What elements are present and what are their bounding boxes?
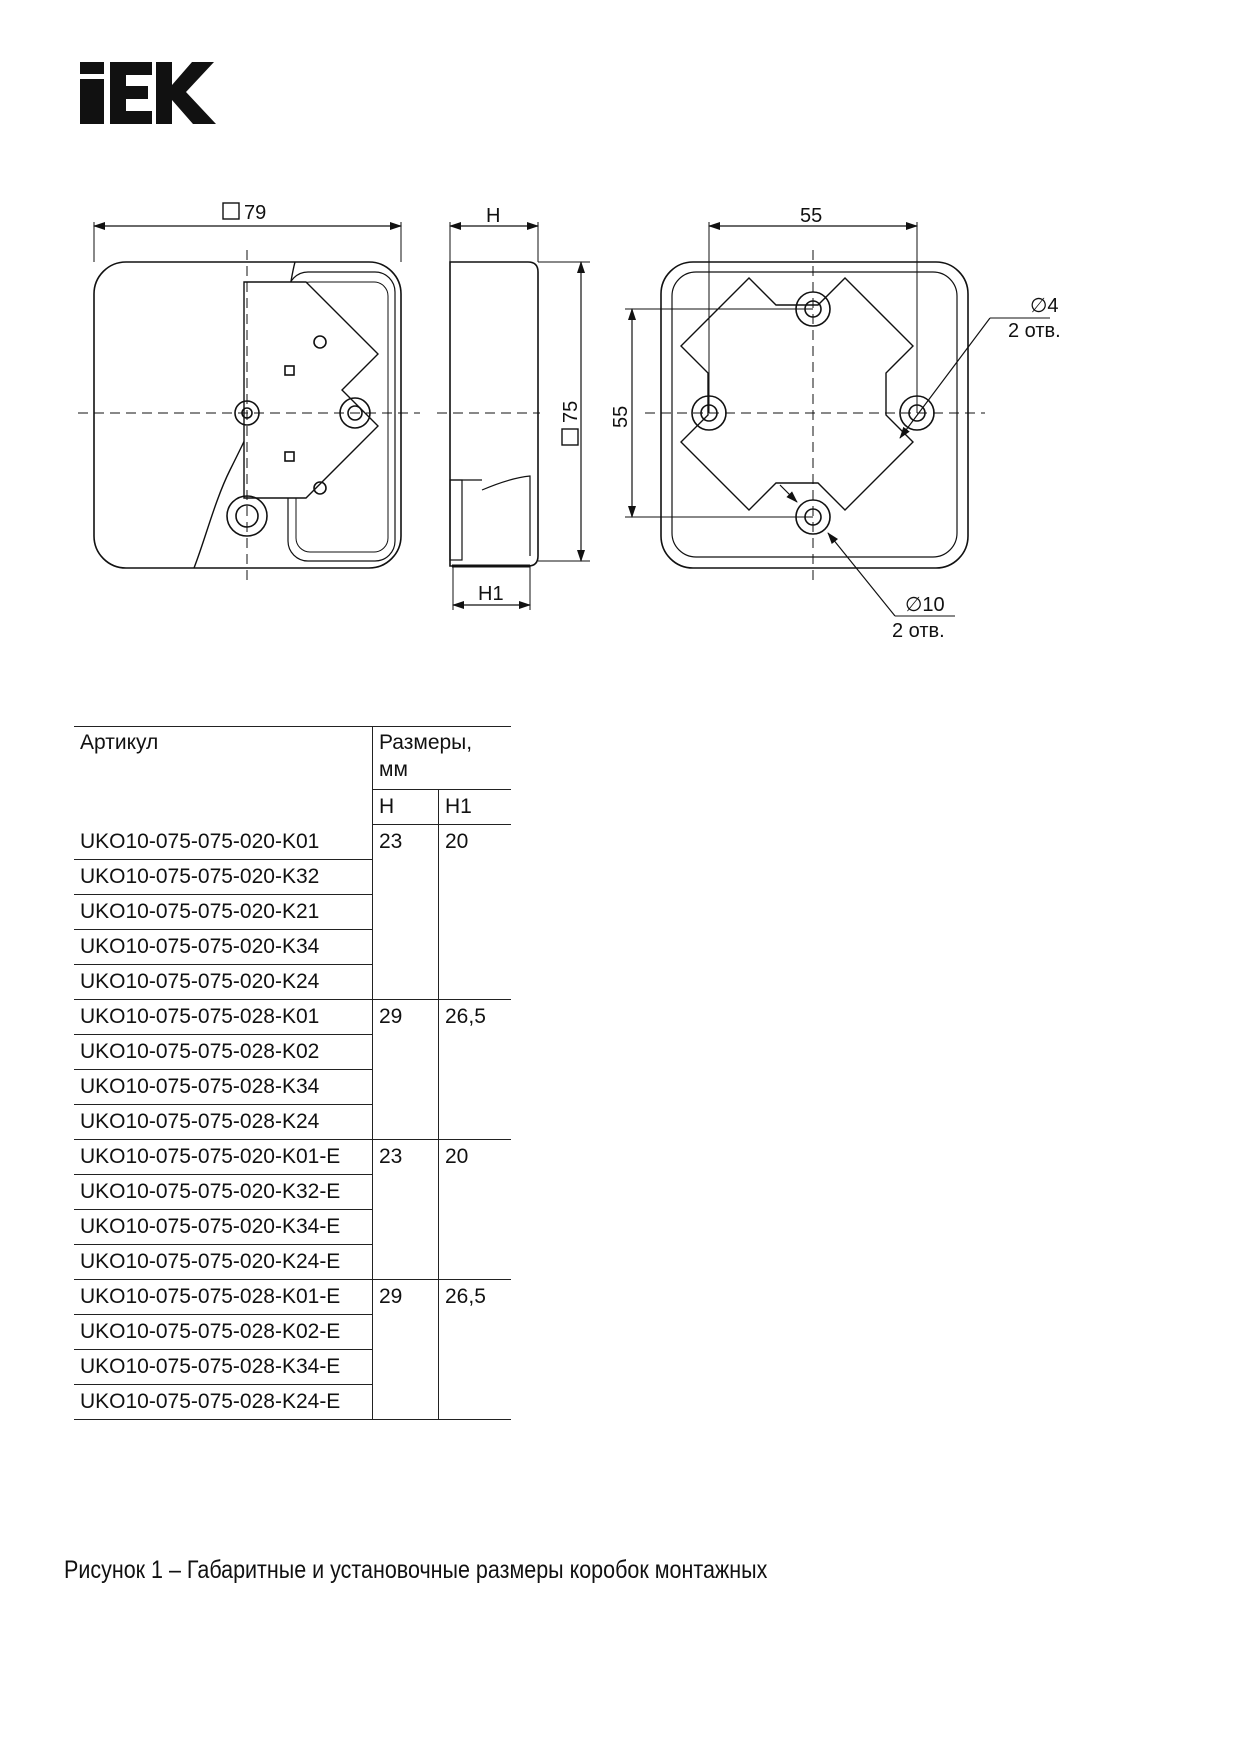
article-cell: UKO10-075-075-020-K01-E <box>74 1139 373 1174</box>
side-depth-label: H1 <box>478 583 504 605</box>
h1-cell: 26,5 <box>439 999 512 1139</box>
h-cell: 29 <box>373 999 439 1139</box>
side-height-label: H <box>486 205 501 227</box>
table-row <box>74 1139 511 1174</box>
article-cell: UKO10-075-075-028-K02-E <box>74 1314 373 1349</box>
width-label: 79 <box>244 202 267 224</box>
article-cell: UKO10-075-075-028-K02 <box>74 1034 373 1069</box>
article-cell: UKO10-075-075-028-K34 <box>74 1069 373 1104</box>
article-cell: UKO10-075-075-020-K32 <box>74 859 373 894</box>
article-cell: UKO10-075-075-020-K24 <box>74 964 373 999</box>
iek-logo <box>80 62 220 124</box>
large-hole-label: ∅10 <box>905 594 945 616</box>
table-row <box>74 999 511 1034</box>
table-row <box>74 825 511 860</box>
article-cell: UKO10-075-075-020-K32-E <box>74 1174 373 1209</box>
article-cell: UKO10-075-075-028-K24-E <box>74 1384 373 1419</box>
article-cell: UKO10-075-075-028-K34-E <box>74 1349 373 1384</box>
side-size-label: 75 <box>560 400 582 423</box>
table-row <box>74 1279 511 1314</box>
article-cell: UKO10-075-075-028-K01 <box>74 999 373 1034</box>
article-cell: UKO10-075-075-028-K01-E <box>74 1279 373 1314</box>
article-cell: UKO10-075-075-028-K24 <box>74 1104 373 1139</box>
back-view <box>625 222 1050 616</box>
article-cell: UKO10-075-075-020-K24-E <box>74 1244 373 1279</box>
h-cell: 23 <box>373 1139 439 1279</box>
article-header: Артикул <box>74 727 373 825</box>
front-view <box>78 222 420 580</box>
h1-cell: 20 <box>439 1139 512 1279</box>
vertical-spacing-label: 55 <box>610 405 632 428</box>
small-hole-count: 2 отв. <box>1008 320 1061 342</box>
article-cell: UKO10-075-075-020-K34-E <box>74 1209 373 1244</box>
small-hole-label: ∅4 <box>1030 295 1059 317</box>
figure-caption: Рисунок 1 – Габаритные и установочные размеры коробок монтажных <box>64 1556 768 1584</box>
square-symbol <box>223 203 239 219</box>
article-cell: UKO10-075-075-020-K01 <box>80 829 320 853</box>
article-cell: UKO10-075-075-020-K34 <box>74 929 373 964</box>
technical-drawing <box>0 190 1235 680</box>
h1-header: H1 <box>439 790 512 825</box>
dimensions-header: Размеры, мм <box>373 727 512 790</box>
square-symbol <box>562 429 578 445</box>
spec-table <box>74 726 511 1420</box>
h1-cell: 26,5 <box>439 1279 512 1419</box>
h-header: H <box>373 790 439 825</box>
large-hole-count: 2 отв. <box>892 620 945 642</box>
h-cell: 23 <box>373 825 439 1000</box>
h1-cell: 20 <box>439 825 512 1000</box>
h-cell: 29 <box>373 1279 439 1419</box>
article-cell: UKO10-075-075-020-K21 <box>74 894 373 929</box>
horizontal-spacing-label: 55 <box>800 205 823 227</box>
